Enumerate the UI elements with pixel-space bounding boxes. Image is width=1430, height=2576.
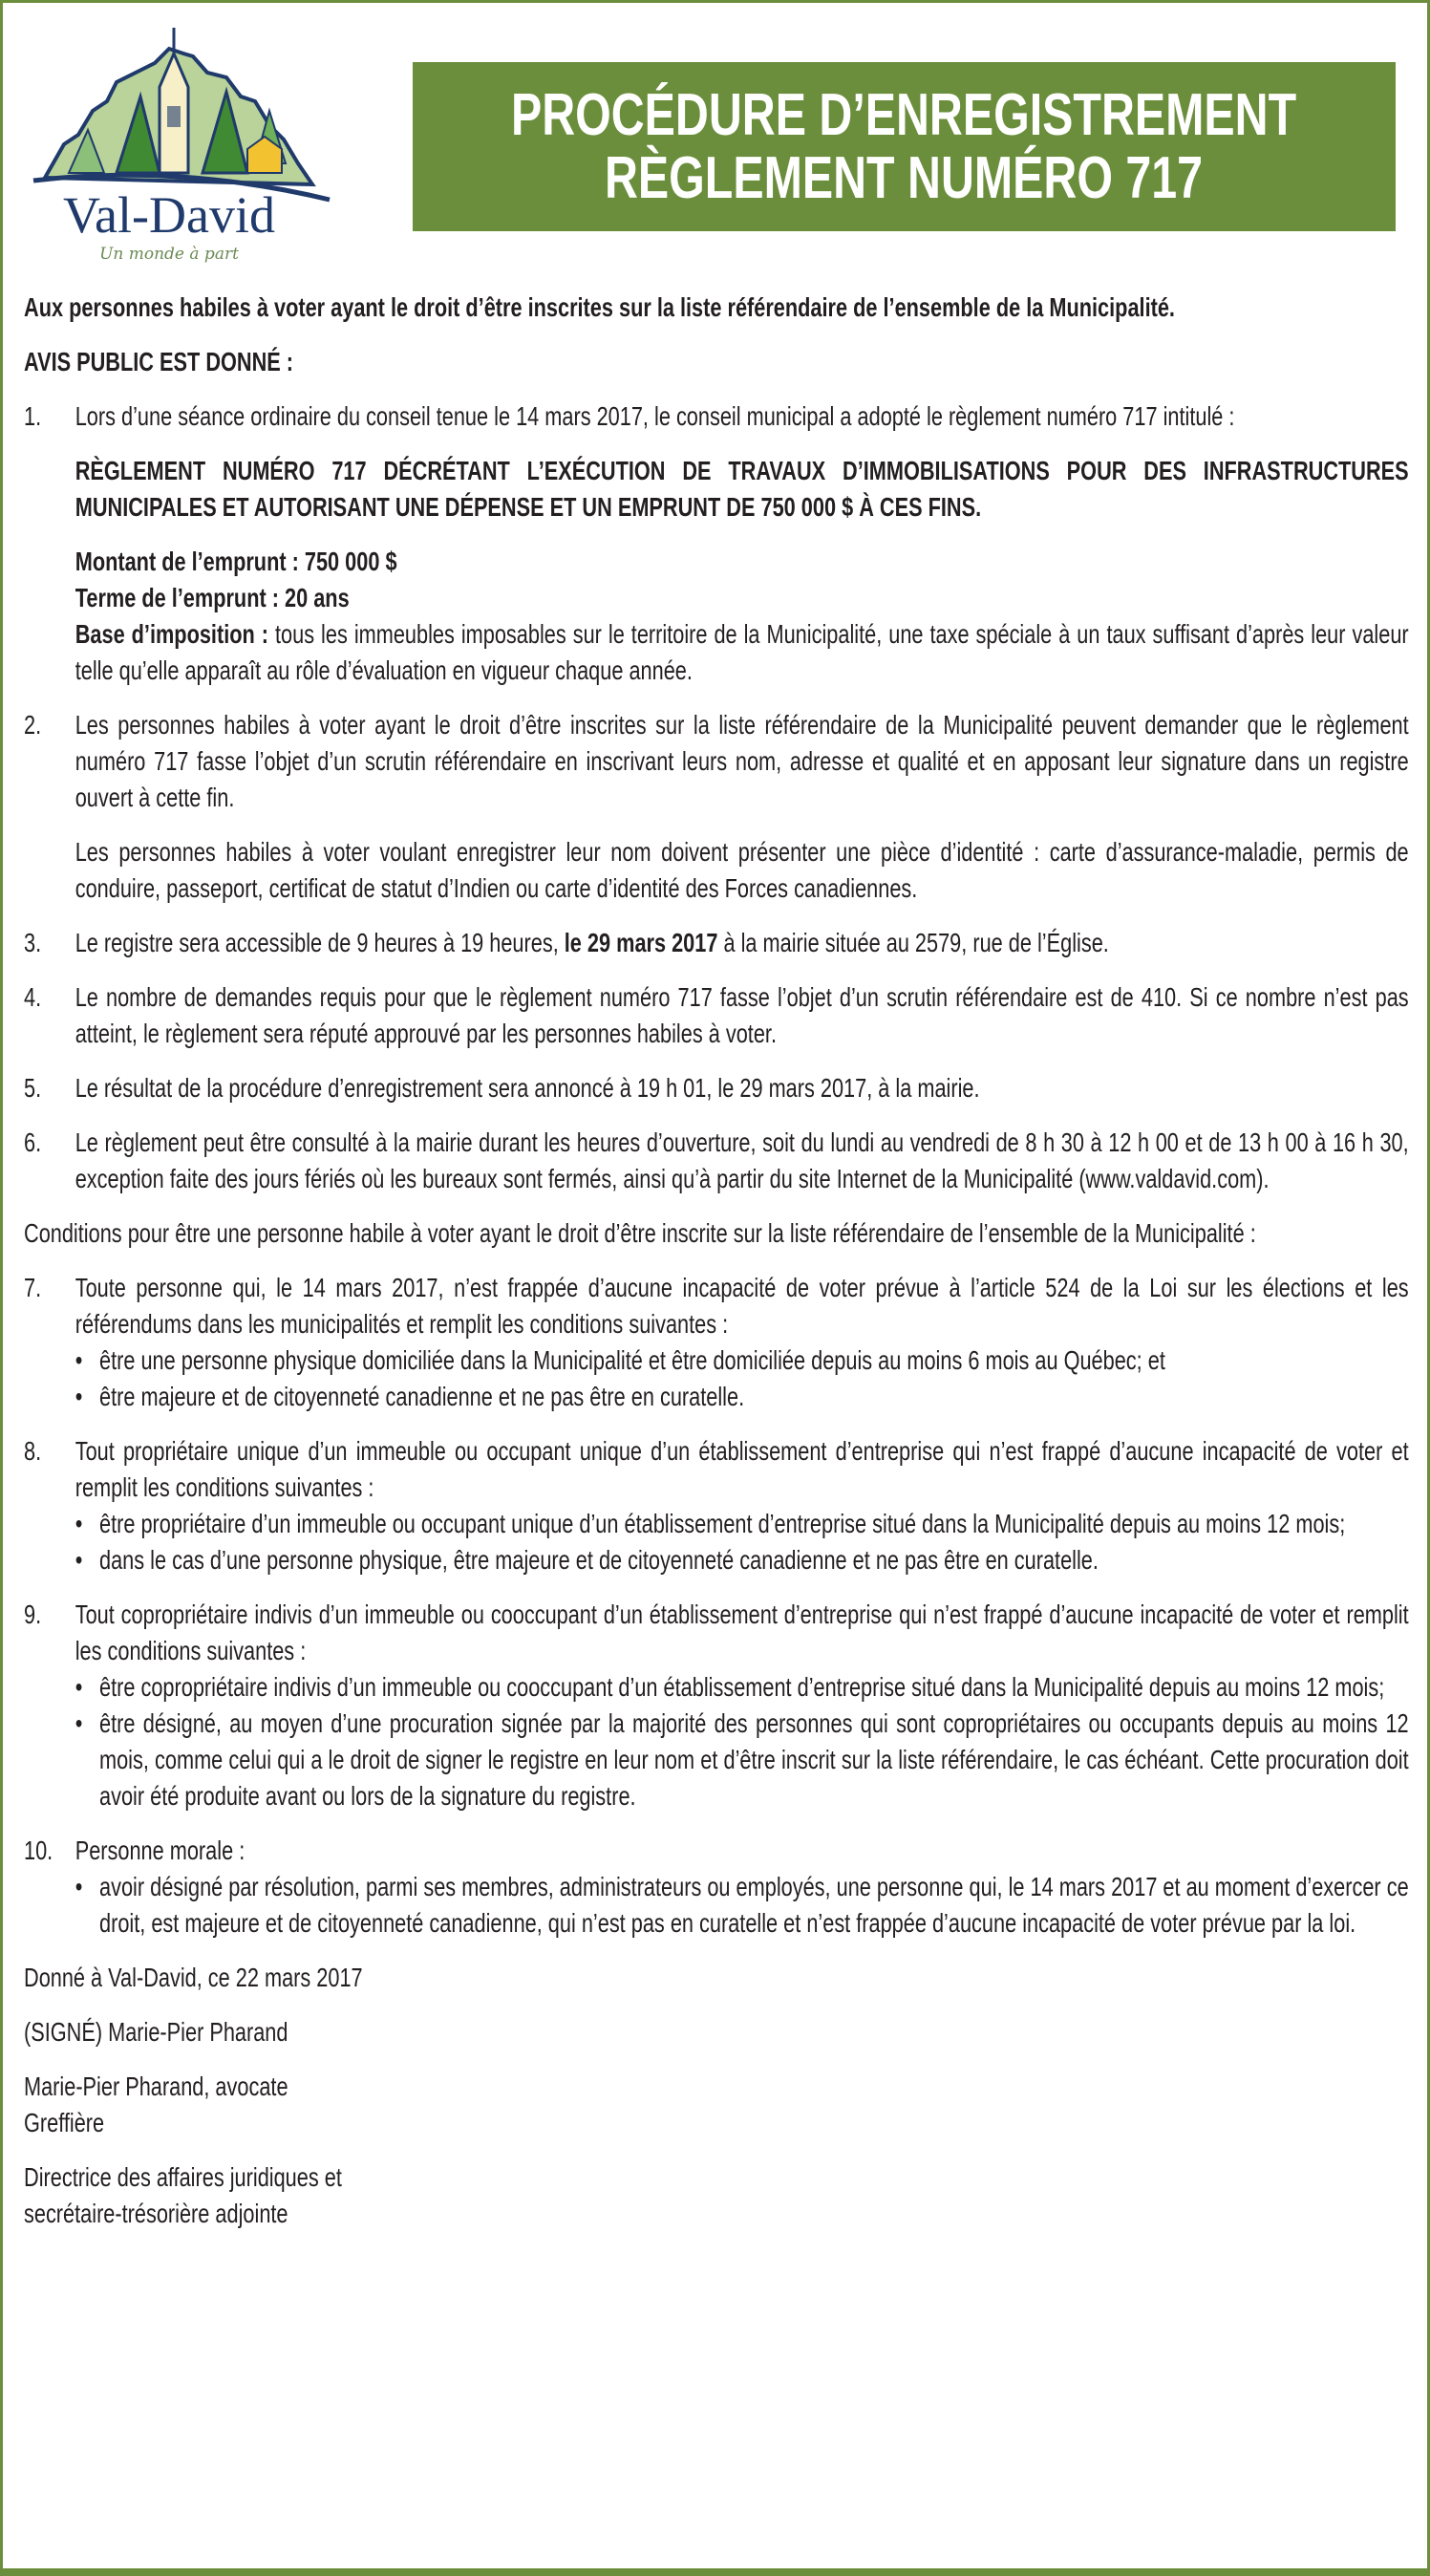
bullet-item: • être propriétaire d’un immeuble ou occupant unique d’un établissement d’entreprise situé dans la Municipalité depuis au moins 12 mois; — [75, 1506, 1409, 1542]
loan-amount: Montant de l’emprunt : 750 000 $ — [75, 547, 397, 576]
signatory-name: Marie-Pier Pharand, avocate — [24, 2072, 288, 2101]
title-banner — [413, 62, 1396, 231]
numbered-item-4 — [24, 979, 1409, 1052]
title-line-1: PROCÉDURE D’ENREGISTREMENT — [511, 81, 1297, 148]
item-text: Toute personne qui, le 14 mars 2017, n’est frappée d’aucune incapacité de voter prévue à l’article 524 de la Loi sur les élections et les référendums dans les municipalités et remplit les conditions suivantes : — [75, 1273, 1409, 1339]
item-text-end: à la mairie située au 2579, rue de l’Église. — [717, 928, 1109, 957]
signatory-role-treasurer: secrétaire-trésorière adjointe — [24, 2199, 288, 2228]
conditions-intro: Conditions pour être une personne habile à voter ayant le droit d’être inscrite sur la liste référendaire de l’ensemble de la Municipalité : — [24, 1218, 1256, 1248]
item-number: 3. — [24, 928, 42, 957]
numbered-item-5 — [24, 1070, 1409, 1106]
church-icon — [160, 28, 188, 173]
registry-date: le 29 mars 2017 — [564, 928, 718, 957]
logo-wordmark: Val-David — [63, 186, 275, 244]
bylaw-title: RÈGLEMENT NUMÉRO 717 DÉCRÉTANT L’EXÉCUTION DE TRAVAUX D’IMMOBILISATIONS POUR DES INFRASTRUCTURES MUNICIPALES ET AUTORISANT UNE DÉPENSE ET UN EMPRUNT DE 750 000 $ À CES FINS. — [75, 456, 1409, 522]
public-notice-heading: AVIS PUBLIC EST DONNÉ : — [24, 347, 294, 376]
item-text: Le résultat de la procédure d’enregistrement sera annoncé à 19 h 01, le 29 mars 2017, à la mairie. — [75, 1073, 980, 1103]
condition-item-10 — [24, 1833, 1409, 1942]
val-david-logo — [26, 20, 351, 270]
bullet-item: • être une personne physique domiciliée dans la Municipalité et être domiciliée depuis au moins 6 mois au Québec; et — [75, 1342, 1409, 1379]
item-text-identity: Les personnes habiles à voter voulant enregistrer leur nom doivent présenter une pièce d’identité : carte d’assurance-maladie, permis de conduire, passeport, certificat de statut d’Indien ou carte d’identité des Forces canadiennes. — [75, 837, 1409, 903]
bullet-icon: • — [75, 1382, 83, 1411]
signatory-role-director: Directrice des affaires juridiques et — [24, 2162, 342, 2192]
item-number: 1. — [24, 401, 42, 431]
item-text: Les personnes habiles à voter ayant le droit d’être inscrites sur la liste référendaire de la Municipalité peuvent demander que le règlement numéro 717 fasse l’objet d’un scrutin référendaire en inscrivant leurs nom, adresse et qualité et en apposant leur signature dans un registre ouvert à cette fin. — [75, 710, 1409, 812]
logo-tagline: Un monde à part — [99, 245, 239, 264]
bullet-item: • avoir désigné par résolution, parmi ses membres, administrateurs ou employés, une personne qui, le 14 mars 2017 et au moment d’exercer ce droit, est majeure et de citoyenneté canadienne, qui n’est pas en curatelle et n’est frappée d’aucune incapacité de voter prévue par la loi. — [75, 1869, 1409, 1942]
numbered-item-1 — [24, 398, 1409, 689]
bullet-item: • être copropriétaire indivis d’un immeuble ou cooccupant d’un établissement d’entreprise situé dans la Municipalité depuis au moins 12 mois; — [75, 1669, 1409, 1706]
numbered-item-6 — [24, 1125, 1409, 1197]
signatory-role-clerk: Greffière — [24, 2108, 105, 2137]
item-number: 7. — [24, 1273, 42, 1302]
bullet-icon: • — [75, 1545, 83, 1575]
item-text: Le règlement peut être consulté à la mairie durant les heures d’ouverture, soit du lundi au vendredi de 8 h 30 à 12 h 00 et de 13 h 00 à 16 h 30, exception faite des jours fériés où les bureaux sont fermés, ainsi qu’à partir du site Internet de la Municipalité (www.valdavid.com). — [75, 1127, 1409, 1193]
signature-signed: (SIGNÉ) Marie-Pier Pharand — [24, 2017, 288, 2047]
tax-base-label: Base d’imposition : — [75, 619, 269, 649]
notice-body — [24, 290, 1409, 2232]
item-text: Tout copropriétaire indivis d’un immeuble ou cooccupant d’un établissement d’entreprise qui n’est frappé d’aucune incapacité de voter et remplit les conditions suivantes : — [75, 1599, 1409, 1665]
tax-base-text: tous les immeubles imposables sur le territoire de la Municipalité, une taxe spéciale à un taux suffisant d’après leur valeur telle qu’elle apparaît au rôle d’évaluation en vigueur chaque année. — [75, 619, 1409, 685]
bullet-item: • être majeure et de citoyenneté canadienne et ne pas être en curatelle. — [75, 1379, 1409, 1415]
tax-base — [75, 616, 1409, 689]
signature-date: Donné à Val-David, ce 22 mars 2017 — [24, 1963, 363, 1992]
item-number: 10. — [24, 1835, 53, 1865]
item-number: 4. — [24, 982, 42, 1012]
loan-term: Terme de l’emprunt : 20 ans — [75, 583, 350, 612]
item-text: Tout propriétaire unique d’un immeuble ou occupant unique d’un établissement d’entreprise qui n’est frappé d’aucune incapacité de voter et remplit les conditions suivantes : — [75, 1436, 1409, 1502]
numbered-item-2 — [24, 707, 1409, 907]
bullet-icon: • — [75, 1708, 83, 1738]
item-text: Personne morale : — [75, 1835, 245, 1865]
item-text: Lors d’une séance ordinaire du conseil tenue le 14 mars 2017, le conseil municipal a adopté le règlement numéro 717 intitulé : — [75, 401, 1235, 431]
addressee: Aux personnes habiles à voter ayant le droit d’être inscrites sur la liste référendaire de l’ensemble de la Municipalité. — [24, 292, 1175, 322]
condition-item-9 — [24, 1597, 1409, 1814]
condition-item-7 — [24, 1270, 1409, 1415]
item-number: 6. — [24, 1127, 42, 1157]
item-number: 2. — [24, 710, 42, 740]
condition-item-8 — [24, 1433, 1409, 1578]
numbered-item-3 — [24, 925, 1409, 961]
bullet-item: • être désigné, au moyen d’une procuration signée par la majorité des personnes qui sont copropriétaires ou occupants depuis au moins 12 mois, comme celui qui a le droit de signer le registre en leur nom et d’être inscrit sur la liste référendaire, le cas échéant. Cette procuration doit avoir été produite avant ou lors de la signature du registre. — [75, 1706, 1409, 1814]
item-number: 5. — [24, 1073, 42, 1103]
bullet-item: • dans le cas d’une personne physique, être majeure et de citoyenneté canadienne et ne pas être en curatelle. — [75, 1542, 1409, 1578]
title-line-2: RÈGLEMENT NUMÉRO 717 — [605, 144, 1204, 211]
bullet-icon: • — [75, 1345, 83, 1375]
bullet-icon: • — [75, 1672, 83, 1702]
item-number: 8. — [24, 1436, 42, 1466]
bullet-icon: • — [75, 1509, 83, 1538]
item-number: 9. — [24, 1599, 42, 1629]
item-text: Le nombre de demandes requis pour que le règlement numéro 717 fasse l’objet d’un scrutin référendaire est de 410. Si ce nombre n’est pas atteint, le règlement sera réputé approuvé par les personnes habiles à voter. — [75, 982, 1409, 1048]
bullet-icon: • — [75, 1872, 83, 1901]
item-text: Le registre sera accessible de 9 heures à 19 heures, — [75, 928, 565, 957]
